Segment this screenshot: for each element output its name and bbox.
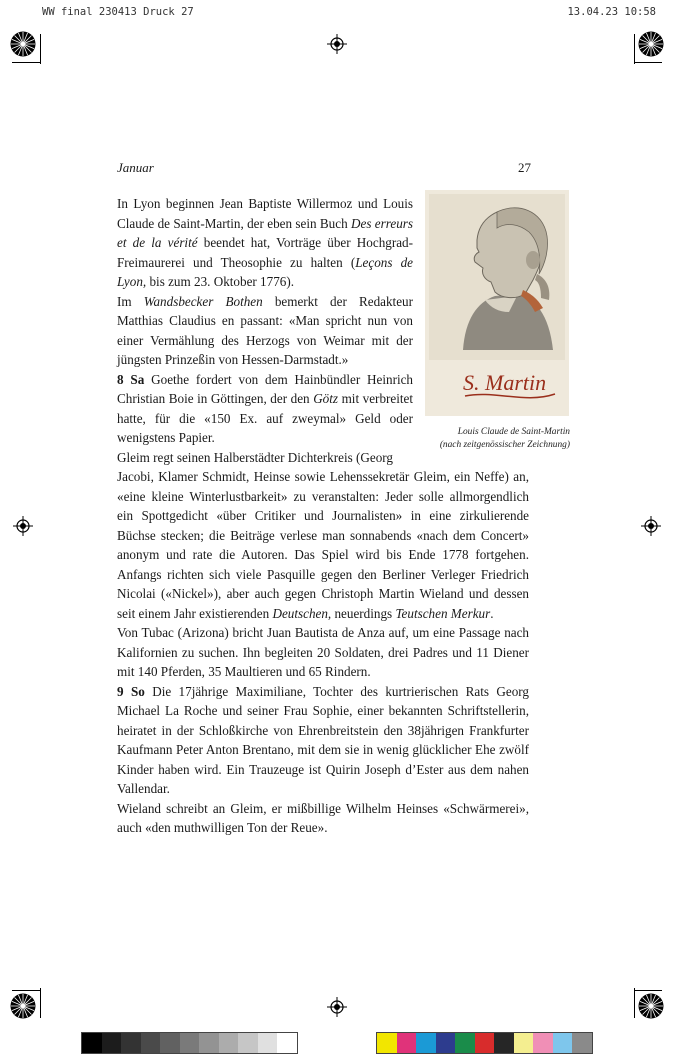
day-marker: 9 So: [117, 683, 145, 699]
color-patch: [277, 1033, 297, 1053]
color-patch: [121, 1033, 141, 1053]
color-patch: [572, 1033, 592, 1053]
color-patch: [475, 1033, 495, 1053]
signature: S. Martin: [463, 370, 547, 395]
color-patch: [514, 1033, 534, 1053]
color-patch: [533, 1033, 553, 1053]
color-patch: [258, 1033, 278, 1053]
paragraph-lyon: In Lyon beginnen Jean Baptiste Willermoz und Louis Claude de Saint-Martin, der eben sein Buch Des erreurs et de la vérité beendet hat, Vorträge über Hochgrad-Freimaurerei und Theosophie zu halten (Leçons de Lyon, bis zum 23. Oktober 1776).: [117, 196, 414, 289]
color-patch: [82, 1033, 102, 1053]
paragraph-gleim-cont: Jacobi, Klamer Schmidt, Heinse sowie Lehenssekretär Gleim, ein Neffe) an, «eine kleine Winterlustbarkeit» zu veranstalten: Jeder solle allmorgendlich ein Spottgedicht «über Critiker und Journalisten» in eine zirkulierende Büchse stecken; die Beiträge verlese man sonnabends «nach dem Concert» anonym und rate die Autoren. Das Spiel wird bis Ende 1778 fortgehen. Anfangs richten sich viele Pasquille gegen den Berliner Verleger Friedrich Nicolai («Nickel»), aber auch gegen Christoph Martin Wieland und dessen seit einem Jahr existierenden Deutschen, neuerdings Teutschen Merkur.: [117, 469, 529, 621]
work-title-italic: Götz: [313, 391, 339, 406]
color-patch: [455, 1033, 475, 1053]
color-patch: [180, 1033, 200, 1053]
periodical-title-italic: Deutschen,: [272, 605, 332, 621]
paragraph-anza: Von Tubac (Arizona) bricht Juan Bautista de Anza auf, um eine Passage nach Kalifornien zu suchen. Ihn begleiten 20 Soldaten, drei Padres und 11 Diener mit 140 Pferden, 35 Maultieren und 65 Rindern.: [117, 625, 529, 679]
color-patch: [141, 1033, 161, 1053]
color-patch: [219, 1033, 239, 1053]
color-patch: [436, 1033, 456, 1053]
book-title-italic: Des erreurs et de la vérité: [117, 215, 413, 250]
color-patch: [553, 1033, 573, 1053]
figure-caption: [420, 426, 570, 452]
gray-control-strip: [81, 1032, 298, 1054]
paragraph-day-8: 8 Sa Goethe fordert von dem Hainbündler Heinrich Christian Boie in Göttingen, der den Götz mit verbreitet hatte, für die «150 Ex. auf zweymal» Geld oder wenigstens Papier.: [117, 371, 414, 445]
color-patch: [199, 1033, 219, 1053]
caption-line-1: Louis Claude de Saint-Martin: [457, 427, 570, 437]
color-patch: [416, 1033, 436, 1053]
text-column-narrow: [117, 194, 413, 467]
periodical-title-italic: Wandsbecker Bothen: [143, 293, 263, 309]
color-patch: [160, 1033, 180, 1053]
color-patch: [494, 1033, 514, 1053]
color-patch: [397, 1033, 417, 1053]
book-title-italic: Leçons de Lyon,: [117, 254, 414, 289]
color-patch: [238, 1033, 258, 1053]
paragraph-gleim-start: Gleim regt seinen Halberstädter Dichterkreis (Georg: [117, 449, 393, 465]
paragraph-claudius: Im Wandsbecker Bothen bemerkt der Redakteur Matthias Claudius en passant: «Man spricht nun von einer Vermählung des Herzogs von Weimar mit der jüngsten Prinzeßin von Hessen-Darmstadt.»: [117, 293, 413, 367]
color-control-strip: [376, 1032, 593, 1054]
day-marker: 8 Sa: [117, 371, 145, 387]
portrait-illustration: [425, 190, 569, 416]
slug-right: 13.04.23 10:58: [567, 6, 656, 18]
caption-line-2: (nach zeitgenössischer Zeichnung): [439, 440, 570, 450]
periodical-title-italic: Teutschen Merkur: [395, 605, 491, 621]
text-column-full: [117, 467, 529, 838]
paragraph-day-9: 9 So Die 17jährige Maximiliane, Tochter des kurtrierischen Rats Georg Michael La Roche und seiner Frau Sophie, einer bekannten Schriftstellerin, heiratet in der Schloßkirche von Ehrenbreitstein den 38jährigen Frankfurter Kaufmann Peter Anton Brentano, mit dem sie in wenig glücklicher Ehe zwölf Kinder haben wird. Ein Trauzeuge ist Quirin Joseph d’Ester aus dem nahen Vallendar.: [117, 683, 530, 796]
page-number: 27: [518, 160, 531, 175]
running-header-month: Januar: [117, 160, 154, 175]
color-patch: [102, 1033, 122, 1053]
paragraph-wieland: Wieland schreibt an Gleim, er mißbillige Wilhelm Heinses «Schwärmerei», auch «den muthwilligen Ton der Reue».: [117, 800, 529, 835]
color-patch: [377, 1033, 397, 1053]
slug-left: WW final 230413 Druck 27: [42, 6, 194, 18]
